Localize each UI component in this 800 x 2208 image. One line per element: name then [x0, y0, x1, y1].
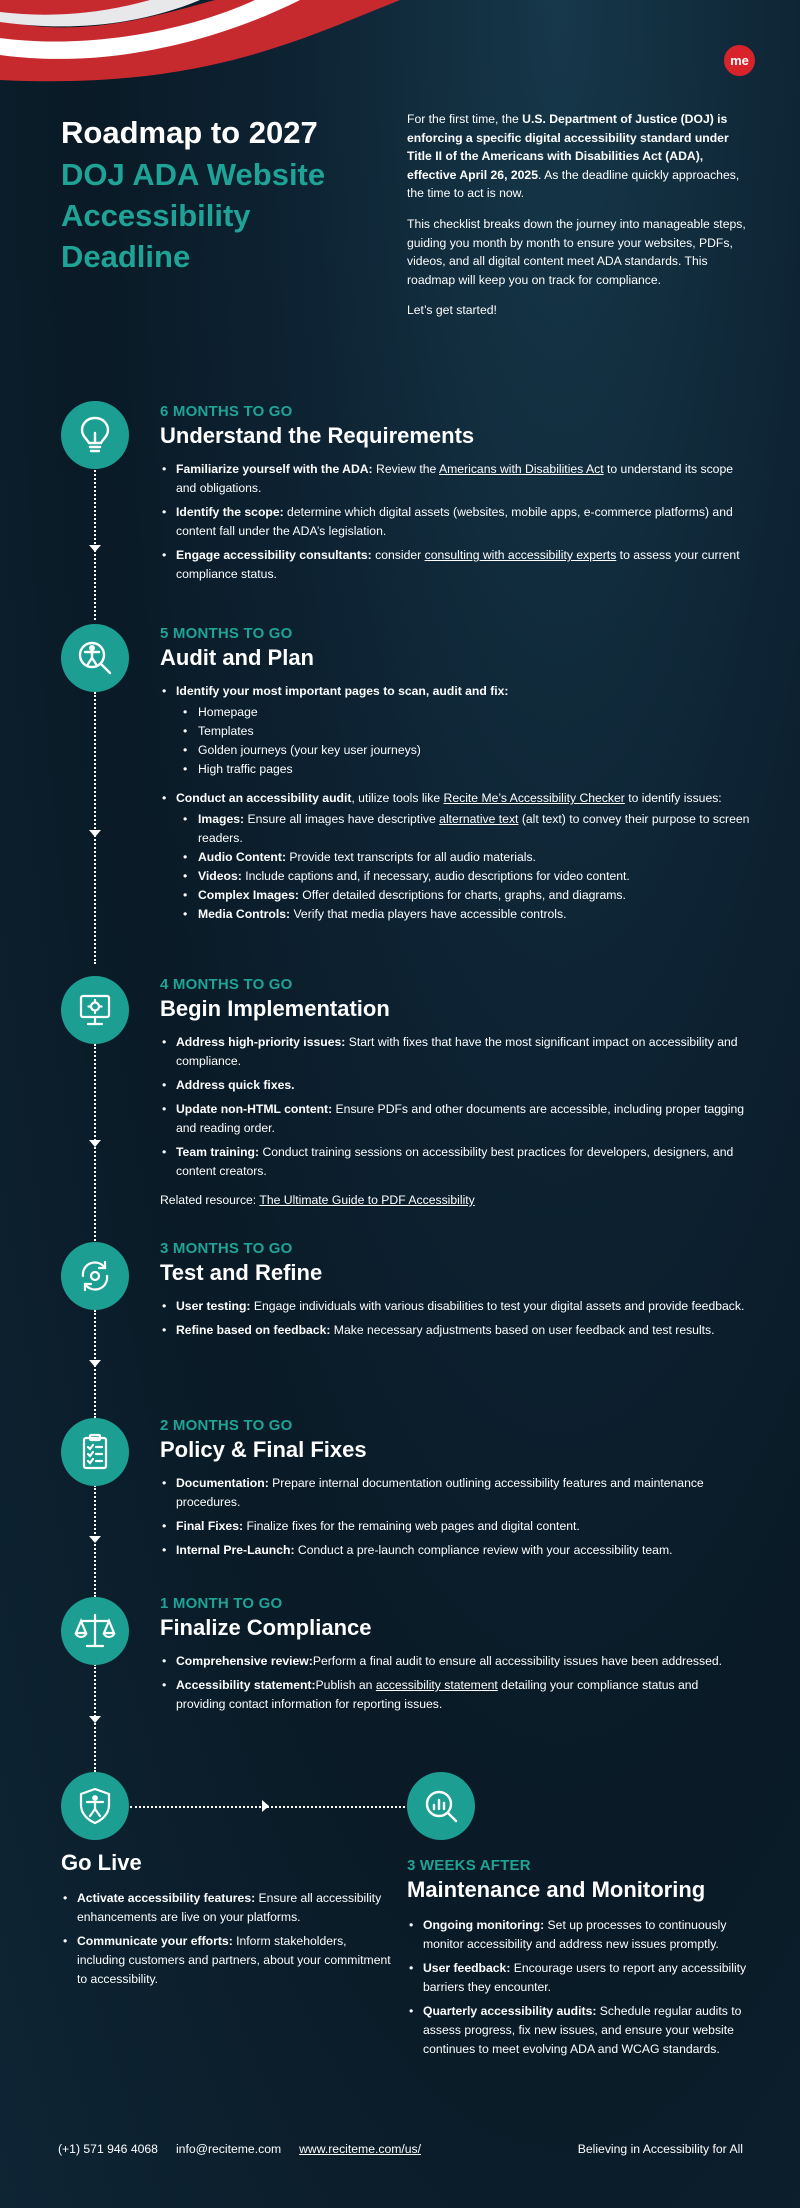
list-item: • Activate accessibility features: Ensure all accessibility enhancements are live on your platforms.	[61, 1889, 391, 1927]
list-item: • Documentation: Prepare internal documentation outlining accessibility features and maintenance procedures.	[160, 1474, 750, 1512]
section-4-months	[160, 975, 750, 1210]
section-kicker: 3 WEEKS AFTER	[407, 1857, 531, 1874]
intro-paragraph-2: This checklist breaks down the journey into manageable steps, guiding you month by month to ensure your websites, PDFs, videos, and all digital content meet ADA standards. This roadmap will keep you on track for compliance.	[407, 216, 746, 287]
section-title: Test and Refine	[160, 1260, 323, 1285]
list-item: • Accessibility statement:Publish an accessibility statement detailing your compliance status and providing contact information for reporting issues.	[160, 1676, 750, 1714]
section-3-months	[160, 1239, 750, 1345]
hero-title	[61, 112, 391, 277]
section-kicker: 3 MONTHS TO GO	[160, 1240, 293, 1257]
intro-paragraph-3: Let’s get started!	[407, 303, 497, 318]
lightbulb-icon	[61, 401, 129, 469]
intro-paragraph-1: For the first time, the U.S. Department of Justice (DOJ) is enforcing a specific digital accessibility standard under Title II of the Americans with Disabilities Act (ADA), effective April 26, 2025. As the deadline quickly approaches, the time to act is now.	[407, 112, 740, 201]
list-item: • Team training: Conduct training sessions on accessibility best practices for developers, designers, and content creators.	[160, 1143, 750, 1181]
timeline-arrow	[89, 1140, 101, 1147]
section-5-months	[160, 624, 750, 934]
timeline-arrow	[89, 545, 101, 552]
sub-list-item: • Templates	[176, 722, 750, 741]
sub-list-item: • Golden journeys (your key user journeys)	[176, 741, 750, 760]
pdf-guide-link[interactable]: The Ultimate Guide to PDF Accessibility	[259, 1193, 475, 1207]
brand-logo[interactable]: me	[724, 45, 755, 76]
section-title: Begin Implementation	[160, 996, 390, 1021]
footer	[58, 2142, 743, 2156]
clipboard-checklist-icon	[61, 1418, 129, 1486]
list-item: • Internal Pre-Launch: Conduct a pre-launch compliance review with your accessibility team.	[160, 1541, 750, 1560]
monitor-gear-icon	[61, 976, 129, 1044]
footer-tagline: Believing in Accessibility for All	[577, 2142, 743, 2156]
list-item: • Refine based on feedback: Make necessary adjustments based on user feedback and test results.	[160, 1321, 750, 1340]
shield-accessibility-icon	[61, 1772, 129, 1840]
list-item: • Address quick fixes.	[160, 1076, 750, 1095]
section-kicker: 4 MONTHS TO GO	[160, 976, 293, 993]
timeline-arrow	[89, 1360, 101, 1367]
footer-phone[interactable]: (+1) 571 946 4068	[58, 2142, 158, 2156]
section-2-months	[160, 1416, 750, 1565]
timeline-arrow	[89, 1536, 101, 1543]
sub-list-item: • High traffic pages	[176, 760, 750, 779]
accessibility-search-icon	[61, 624, 129, 692]
ada-link[interactable]: Americans with Disabilities Act	[439, 462, 604, 476]
section-kicker: 5 MONTHS TO GO	[160, 625, 293, 642]
section-title: Go Live	[61, 1850, 142, 1875]
list-item: • Comprehensive review:Perform a final audit to ensure all accessibility issues have been addressed.	[160, 1652, 750, 1671]
list-item: • Update non-HTML content: Ensure PDFs and other documents are accessible, including proper tagging and reading order.	[160, 1100, 750, 1138]
refresh-gear-icon	[61, 1242, 129, 1310]
list-item: • Ongoing monitoring: Set up processes to continuously monitor accessibility and address new issues promptly.	[407, 1916, 747, 1954]
list-item: • Engage accessibility consultants: consider consulting with accessibility experts to assess your current compliance status.	[160, 546, 750, 584]
section-kicker: 6 MONTHS TO GO	[160, 403, 293, 420]
timeline-connector	[94, 692, 96, 964]
section-go-live	[61, 1849, 391, 1994]
section-kicker: 2 MONTHS TO GO	[160, 1417, 293, 1434]
accessibility-checker-link[interactable]: Recite Me’s Accessibility Checker	[443, 791, 625, 805]
list-item: • Identify your most important pages to scan, audit and fix: • Homepage • Templates • Golden journeys (your key user journeys) • High traffic pages	[160, 682, 750, 779]
alt-text-link[interactable]: alternative text	[439, 812, 519, 826]
horizontal-arrow	[262, 1800, 269, 1812]
section-title: Finalize Compliance	[160, 1615, 372, 1640]
section-maintenance	[407, 1856, 747, 2064]
hero-title-line2: DOJ ADA Website	[61, 157, 326, 192]
list-item: • Quarterly accessibility audits: Schedule regular audits to assess progress, fix new issues, and ensure your website continues to meet evolving ADA and WCAG standards.	[407, 2002, 747, 2059]
sub-list-item: • Complex Images: Offer detailed descriptions for charts, graphs, and diagrams.	[176, 886, 750, 905]
consulting-link[interactable]: consulting with accessibility experts	[424, 548, 617, 562]
list-item: • User feedback: Encourage users to report any accessibility barriers they encounter.	[407, 1959, 747, 1997]
list-item: • Identify the scope: determine which digital assets (websites, mobile apps, e-commerce platforms) and content fall under the ADA’s legislation.	[160, 503, 750, 541]
hero-title-line1: Roadmap to 2027	[61, 115, 318, 150]
related-resource: Related resource: The Ultimate Guide to PDF Accessibility	[160, 1193, 475, 1207]
list-item: • Address high-priority issues: Start with fixes that have the most significant impact on accessibility and compliance.	[160, 1033, 750, 1071]
list-item: • Conduct an accessibility audit, utilize tools like Recite Me’s Accessibility Checker to identify issues: • Images: Ensure all images have descriptive alternative text (alt text) to convey their purpose to screen readers. • Audio Content: Provide text transcripts for all audio materials. • Videos: Include captions and, if necessary, audio descriptions for video content. • Complex Images: Offer detailed descriptions for charts, graphs, and diagrams. • Media Controls: Verify that media players have accessible controls.	[160, 789, 750, 924]
section-title: Audit and Plan	[160, 645, 314, 670]
hero-title-line3: Accessibility	[61, 198, 251, 233]
section-title: Understand the Requirements	[160, 423, 475, 448]
sub-list-item: • Homepage	[176, 703, 750, 722]
section-kicker: 1 MONTH TO GO	[160, 1595, 283, 1612]
section-6-months	[160, 402, 750, 589]
list-item: • Final Fixes: Finalize fixes for the remaining web pages and digital content.	[160, 1517, 750, 1536]
footer-url[interactable]: www.reciteme.com/us/	[299, 2142, 422, 2156]
section-title: Maintenance and Monitoring	[407, 1877, 706, 1902]
list-item: • Familiarize yourself with the ADA: Review the Americans with Disabilities Act to understand its scope and obligations.	[160, 460, 750, 498]
sub-list-item: • Images: Ensure all images have descriptive alternative text (alt text) to convey their purpose to screen readers.	[176, 810, 750, 848]
section-title: Policy & Final Fixes	[160, 1437, 367, 1462]
timeline-arrow	[89, 1716, 101, 1723]
hero-intro	[407, 110, 747, 332]
scales-icon	[61, 1597, 129, 1665]
sub-list-item: • Media Controls: Verify that media players have accessible controls.	[176, 905, 750, 924]
timeline-arrow	[89, 830, 101, 837]
sub-list-item: • Videos: Include captions and, if necessary, audio descriptions for video content.	[176, 867, 750, 886]
footer-email[interactable]: info@reciteme.com	[175, 2142, 282, 2156]
list-item: • Communicate your efforts: Inform stakeholders, including customers and partners, about your commitment to accessibility.	[61, 1932, 391, 1989]
sub-list-item: • Audio Content: Provide text transcripts for all audio materials.	[176, 848, 750, 867]
accessibility-statement-link[interactable]: accessibility statement	[375, 1678, 498, 1692]
hero-title-line4: Deadline	[61, 239, 191, 274]
list-item: • User testing: Engage individuals with various disabilities to test your digital assets and provide feedback.	[160, 1297, 750, 1316]
flag-ribbon	[0, 0, 400, 90]
section-1-month	[160, 1594, 750, 1719]
magnifier-chart-icon	[407, 1772, 475, 1840]
